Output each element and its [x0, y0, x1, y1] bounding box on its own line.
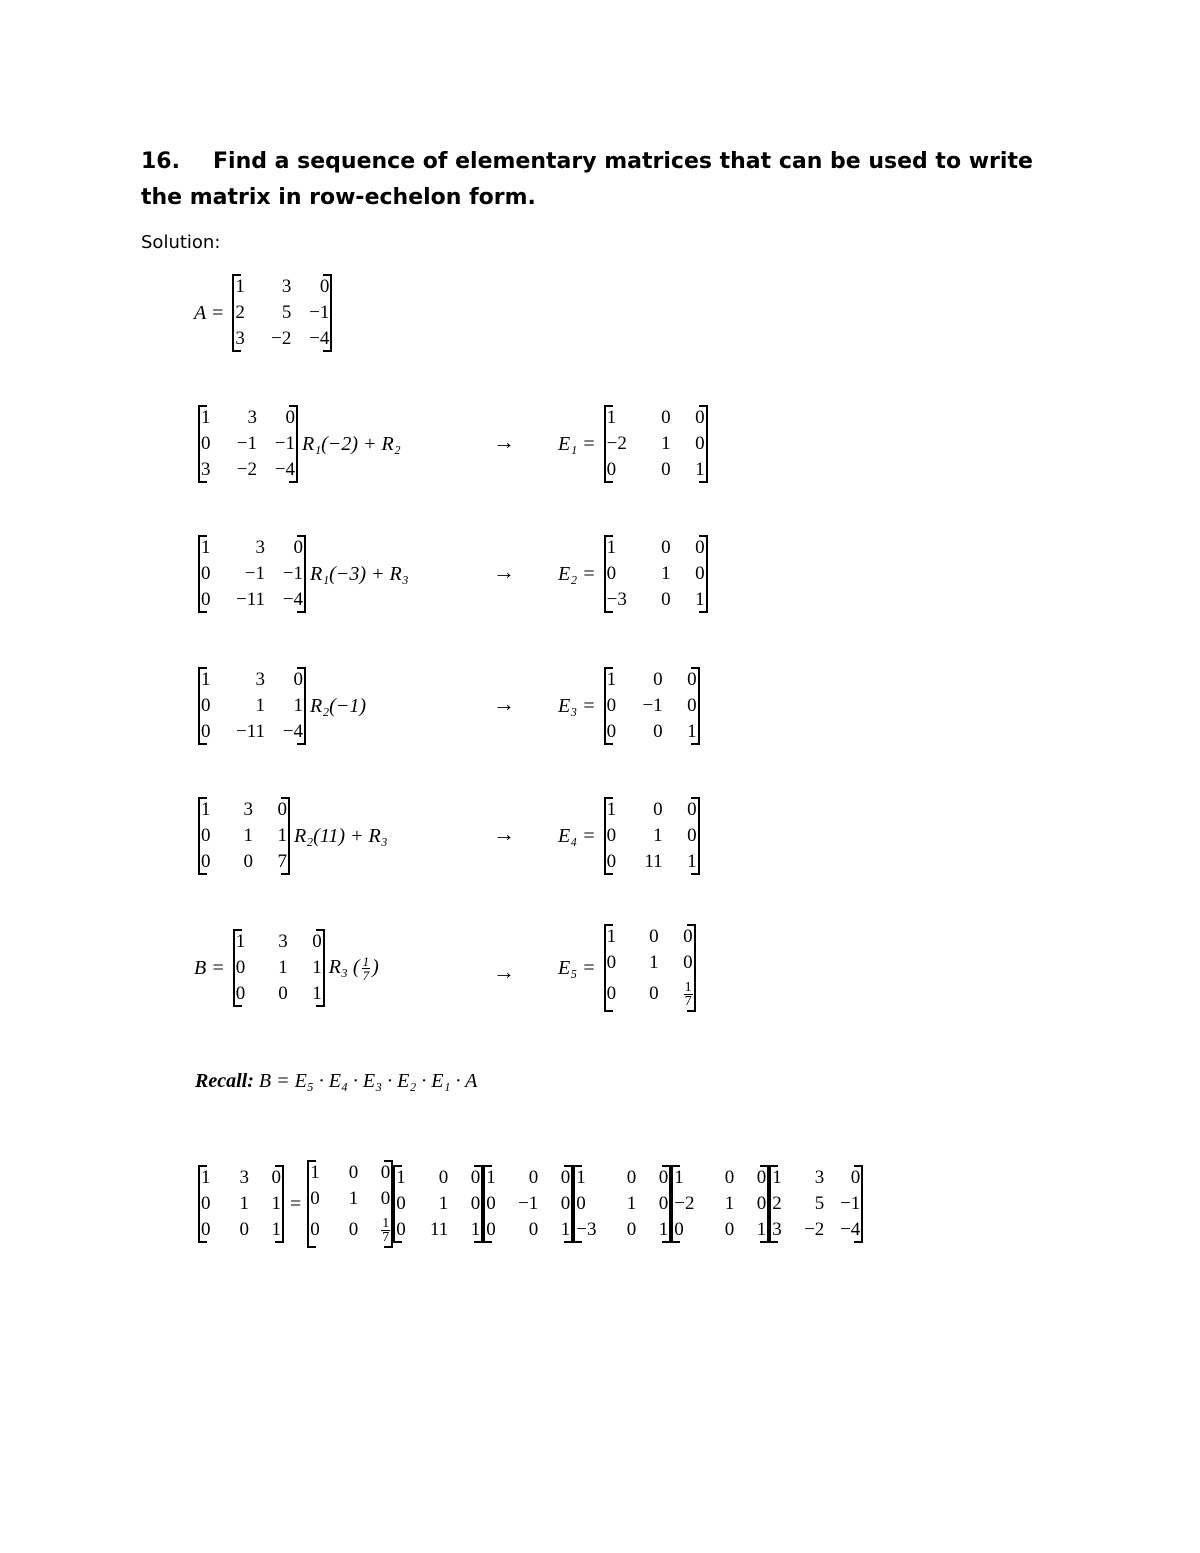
- matrix-cell: 3: [814, 1167, 825, 1188]
- matrix-cell: 1: [312, 983, 322, 1004]
- matrix-cell: −3: [576, 1219, 597, 1240]
- matrix-cell: −1: [642, 695, 663, 716]
- matrix-cell: 1: [201, 407, 211, 428]
- matrix-cell: 0: [310, 1219, 320, 1240]
- matrix-cell: 0: [201, 433, 211, 454]
- matrix-cell: 1: [201, 1167, 211, 1188]
- matrix-A: [232, 274, 332, 352]
- fraction: $\frac{1}{7}$: [382, 1215, 390, 1245]
- right-bracket: [384, 1160, 393, 1248]
- matrix-cell: 3: [255, 669, 265, 690]
- matrix-cell: 1: [201, 537, 211, 558]
- step-matrix: [198, 797, 290, 875]
- matrix-cell: 0: [626, 1219, 637, 1240]
- matrix-cell: 3: [278, 931, 288, 952]
- matrix-cell: 1: [695, 589, 705, 610]
- elementary-matrix: [604, 797, 700, 875]
- matrix-cell: −11: [235, 721, 265, 742]
- left-bracket: [232, 274, 241, 352]
- matrix-cell: 0: [653, 721, 663, 742]
- row-operation: R₁(−2) + R₂: [302, 432, 401, 455]
- question-text: [141, 144, 1041, 216]
- elementary-matrix-row: [558, 405, 708, 483]
- elementary-matrix-label: E₁ =: [558, 432, 596, 455]
- matrix-cell: 0: [310, 1188, 320, 1209]
- matrix-cell: 0: [687, 799, 697, 820]
- matrix-cell: 1: [649, 952, 659, 973]
- matrix-cell: 0: [649, 926, 659, 947]
- matrix-cell: 0: [235, 957, 246, 978]
- matrix-cell: 0: [560, 1167, 571, 1188]
- matrix-A-label: A =: [194, 301, 225, 324]
- matrix-cell: −1: [236, 433, 257, 454]
- matrix-cell: 1: [606, 669, 617, 690]
- matrix-cell: −11: [235, 589, 265, 610]
- matrix-cell: 0: [243, 851, 253, 872]
- recall-formula: B = E₅ · E₄ · E₃ · E₂ · E₁ · A: [253, 1070, 478, 1092]
- matrix-cell: 11: [644, 851, 663, 872]
- equals-sign: =: [290, 1192, 302, 1215]
- matrix-cell: 1: [278, 957, 288, 978]
- right-bracket: [699, 535, 708, 613]
- matrix-cell: 0: [438, 1167, 449, 1188]
- matrix-cell: 0: [606, 721, 617, 742]
- matrix-cell: 1: [201, 669, 211, 690]
- matrix-cell: 0: [687, 695, 697, 716]
- matrix-cell: 3: [281, 276, 292, 297]
- matrix-cell: 1: [724, 1193, 735, 1214]
- question-number: 16.: [141, 149, 180, 174]
- matrix-cell: 1: [255, 695, 265, 716]
- matrix-cell: 0: [683, 952, 693, 973]
- matrix-cell: 0: [661, 407, 671, 428]
- matrix-cell: 1: [661, 563, 671, 584]
- step-row: [198, 405, 401, 483]
- arrow: →: [493, 959, 515, 984]
- product-matrix: [393, 1165, 483, 1243]
- right-bracket: [760, 1165, 769, 1243]
- matrix-cell: 0: [653, 799, 663, 820]
- matrix-cell: 11: [429, 1219, 449, 1240]
- matrix-cell: 1: [470, 1219, 481, 1240]
- step-matrix: [198, 405, 298, 483]
- matrix-cell: 1: [560, 1219, 571, 1240]
- matrix-cell: 0: [850, 1167, 861, 1188]
- matrix-cell: 5: [281, 302, 292, 323]
- matrix-cell: −1: [840, 1193, 861, 1214]
- matrix-cell: 3: [772, 1219, 782, 1240]
- matrix-cell: 1: [243, 825, 253, 846]
- matrix-cell: 0: [201, 563, 211, 584]
- matrix-cell: 1: [606, 537, 617, 558]
- matrix-cell: 0: [201, 825, 211, 846]
- product-row: [198, 1160, 863, 1248]
- matrix-cell: 0: [756, 1193, 767, 1214]
- row-operation: R₂(−1): [310, 694, 366, 717]
- matrix-cell: −2: [674, 1193, 695, 1214]
- right-bracket: [297, 667, 306, 745]
- matrix-cell: 1: [235, 931, 246, 952]
- right-bracket: [316, 929, 325, 1007]
- matrix-cell: 1: [235, 276, 245, 297]
- matrix-cell: 0: [271, 1167, 281, 1188]
- matrix-cell: 1: [277, 825, 287, 846]
- operation-fraction: $\frac{1}{7}$: [362, 953, 370, 983]
- matrix-A-row: [194, 274, 332, 352]
- arrow: →: [493, 821, 515, 846]
- matrix-cell: 0: [683, 926, 693, 947]
- row-operation: R₁(−3) + R₃: [310, 562, 409, 585]
- matrix-cell: −2: [606, 433, 627, 454]
- matrix-cell: −1: [282, 563, 303, 584]
- matrix-cell: 0: [319, 276, 330, 297]
- product-matrix: [483, 1165, 573, 1243]
- elementary-matrix-row: [558, 924, 696, 1012]
- matrix-cell: 1: [348, 1188, 359, 1209]
- matrix-cell: 2: [772, 1193, 782, 1214]
- matrix-cell: 0: [312, 931, 322, 952]
- matrix-cell: 0: [606, 952, 617, 973]
- matrix-cell: −4: [282, 589, 303, 610]
- matrix-cell: 0: [674, 1219, 684, 1240]
- matrix-cell: −2: [236, 459, 257, 480]
- matrix-cell: 0: [380, 1162, 391, 1183]
- matrix-cell: 0: [293, 537, 303, 558]
- matrix-cell: 0: [695, 407, 705, 428]
- step-row: [198, 535, 409, 613]
- matrix-cell: 0: [396, 1219, 406, 1240]
- left-bracket: [769, 1165, 778, 1243]
- right-bracket: [691, 667, 700, 745]
- arrow: →: [493, 559, 515, 584]
- left-bracket: [671, 1165, 680, 1243]
- matrix-cell: 3: [239, 1167, 249, 1188]
- matrix-cell: 0: [470, 1167, 481, 1188]
- matrix-cell: 0: [285, 407, 295, 428]
- matrix-cell: 0: [756, 1167, 767, 1188]
- matrix-cell: 0: [470, 1193, 481, 1214]
- matrix-cell: 0: [201, 1219, 211, 1240]
- product-matrix: [769, 1165, 863, 1243]
- matrix-cell: −4: [840, 1219, 861, 1240]
- matrix-cell: 0: [661, 459, 671, 480]
- elementary-matrix: [604, 535, 708, 613]
- matrix-cell: 1: [312, 957, 322, 978]
- matrix-cell: 1: [271, 1219, 281, 1240]
- left-bracket: [604, 667, 613, 745]
- recall-equation: [195, 1070, 477, 1093]
- matrix-cell: 0: [724, 1167, 735, 1188]
- left-bracket: [198, 667, 207, 745]
- left-bracket: [198, 797, 207, 875]
- matrix-cell: 1: [293, 695, 303, 716]
- product-matrix: [671, 1165, 769, 1243]
- left-bracket: [604, 797, 613, 875]
- matrix-cell: −4: [309, 328, 330, 349]
- matrix-cell: 1: [653, 825, 663, 846]
- matrix-cell: 1: [271, 1193, 281, 1214]
- elementary-matrix-row: [558, 667, 700, 745]
- left-bracket: [604, 535, 613, 613]
- matrix-cell: 1: [626, 1193, 637, 1214]
- matrix-cell: 0: [695, 433, 705, 454]
- elementary-matrix: [604, 405, 708, 483]
- matrix-cell: 1: [756, 1219, 767, 1240]
- matrix-cell: 0: [201, 589, 211, 610]
- matrix-cell: 0: [606, 695, 617, 716]
- row-operation: R₂(11) + R₃: [294, 824, 388, 847]
- matrix-cell: 0: [687, 825, 697, 846]
- matrix-cell: 0: [695, 537, 705, 558]
- elementary-matrix: [604, 667, 700, 745]
- matrix-cell: 0: [348, 1162, 359, 1183]
- arrow: →: [493, 429, 515, 454]
- product-matrix: [198, 1165, 284, 1243]
- matrix-cell: 2: [235, 302, 245, 323]
- right-bracket: [691, 797, 700, 875]
- matrix-cell: 1: [606, 799, 617, 820]
- matrix-cell: −4: [274, 459, 295, 480]
- matrix-cell: 3: [201, 459, 211, 480]
- matrix-cell: −4: [282, 721, 303, 742]
- left-bracket: [198, 535, 207, 613]
- matrix-cell: 0: [278, 983, 288, 1004]
- step-matrix: [198, 535, 306, 613]
- matrix-cell: 0: [658, 1167, 669, 1188]
- right-bracket: [564, 1165, 573, 1243]
- matrix-cell: 0: [528, 1219, 539, 1240]
- matrix-cell: −2: [271, 328, 292, 349]
- row-operation: R₃ ( $\frac{1}{7}$ ): [328, 953, 379, 983]
- step-row: [198, 797, 388, 875]
- matrix-cell: 0: [277, 799, 287, 820]
- right-bracket: [687, 924, 696, 1012]
- product-matrix: [307, 1160, 393, 1248]
- matrix-cell: 0: [528, 1167, 539, 1188]
- matrix-cell: 0: [661, 589, 671, 610]
- elementary-matrix: [604, 924, 696, 1012]
- matrix-cell: −1: [518, 1193, 539, 1214]
- matrix-cell: 0: [626, 1167, 637, 1188]
- left-bracket: [233, 929, 242, 1007]
- right-bracket: [699, 405, 708, 483]
- matrix-cell: −2: [804, 1219, 825, 1240]
- matrix-cell: 0: [606, 851, 617, 872]
- elementary-matrix-label: E₂ =: [558, 562, 596, 585]
- solution-label: Solution:: [141, 232, 221, 253]
- matrix-cell: 0: [293, 669, 303, 690]
- matrix-cell: 0: [606, 825, 617, 846]
- right-bracket: [854, 1165, 863, 1243]
- step-row: [198, 667, 366, 745]
- matrix-cell: 1: [606, 926, 617, 947]
- matrix-cell: 0: [486, 1219, 496, 1240]
- matrix-cell: 1: [674, 1167, 684, 1188]
- left-bracket: [483, 1165, 492, 1243]
- right-bracket: [474, 1165, 483, 1243]
- matrix-cell: 0: [560, 1193, 571, 1214]
- matrix-cell: 0: [380, 1188, 391, 1209]
- elementary-matrix-label: E₅ =: [558, 956, 596, 979]
- left-bracket: [198, 405, 207, 483]
- elementary-matrix-label: E₄ =: [558, 824, 596, 847]
- matrix-cell: 0: [235, 983, 246, 1004]
- matrix-cell: 0: [348, 1219, 359, 1240]
- matrix-cell: 1: [772, 1167, 782, 1188]
- matrix-cell: 1: [438, 1193, 449, 1214]
- matrix-cell: 0: [201, 695, 211, 716]
- matrix-cell: 1: [576, 1167, 586, 1188]
- matrix-cell: 1: [661, 433, 671, 454]
- right-bracket: [297, 535, 306, 613]
- matrix-cell: 0: [396, 1193, 406, 1214]
- matrix-cell: 0: [606, 983, 617, 1004]
- matrix-cell: 1: [695, 459, 705, 480]
- left-bracket: [198, 1165, 207, 1243]
- matrix-cell: 0: [661, 537, 671, 558]
- question-body: Find a sequence of elementary matrices that can be used to write the matrix in row-echelon form.: [141, 149, 1033, 210]
- matrix-cell: −1: [244, 563, 265, 584]
- matrix-cell: −1: [309, 302, 330, 323]
- matrix-cell: 0: [201, 851, 211, 872]
- matrix-cell: 0: [658, 1193, 669, 1214]
- matrix-cell: 0: [695, 563, 705, 584]
- arrow: →: [493, 691, 515, 716]
- matrix-cell: 0: [486, 1193, 496, 1214]
- left-bracket: [604, 405, 613, 483]
- matrix-cell: 7: [277, 851, 287, 872]
- matrix-B-label: B =: [194, 956, 225, 979]
- matrix-cell: 1: [239, 1193, 249, 1214]
- right-bracket: [323, 274, 332, 352]
- matrix-cell: 0: [687, 669, 697, 690]
- matrix-cell: 0: [653, 669, 663, 690]
- matrix-cell: 1: [486, 1167, 496, 1188]
- matrix-cell: 3: [247, 407, 257, 428]
- matrix-cell: 1: [201, 799, 211, 820]
- matrix-cell: 3: [243, 799, 253, 820]
- matrix-cell: 0: [576, 1193, 586, 1214]
- left-bracket: [307, 1160, 316, 1248]
- matrix-cell: 1: [687, 721, 697, 742]
- matrix-cell: 0: [606, 563, 617, 584]
- elementary-matrix-label: E₃ =: [558, 694, 596, 717]
- left-bracket: [393, 1165, 402, 1243]
- right-bracket: [281, 797, 290, 875]
- left-bracket: [604, 924, 613, 1012]
- matrix-cell: 1: [606, 407, 617, 428]
- matrix-cell: 0: [201, 1193, 211, 1214]
- recall-label: Recall:: [195, 1070, 254, 1092]
- matrix-cell: 1: [396, 1167, 406, 1188]
- fraction: $\frac{1}{7}$: [684, 979, 692, 1009]
- step-row: [194, 929, 379, 1007]
- matrix-cell: 0: [606, 459, 617, 480]
- matrix-cell: −1: [274, 433, 295, 454]
- matrix-cell: −3: [606, 589, 627, 610]
- matrix-cell: 0: [201, 721, 211, 742]
- right-bracket: [289, 405, 298, 483]
- matrix-cell: 1: [687, 851, 697, 872]
- step-matrix: [198, 667, 306, 745]
- elementary-matrix-row: [558, 535, 708, 613]
- left-bracket: [573, 1165, 582, 1243]
- step-matrix: [233, 929, 325, 1007]
- matrix-cell: 1: [658, 1219, 669, 1240]
- matrix-cell: 0: [724, 1219, 735, 1240]
- matrix-cell: 5: [814, 1193, 825, 1214]
- elementary-matrix-row: [558, 797, 700, 875]
- matrix-cell: 0: [649, 983, 659, 1004]
- matrix-cell: 0: [239, 1219, 249, 1240]
- right-bracket: [275, 1165, 284, 1243]
- right-bracket: [662, 1165, 671, 1243]
- matrix-cell: 3: [255, 537, 265, 558]
- product-matrix: [573, 1165, 671, 1243]
- matrix-cell: 1: [310, 1162, 320, 1183]
- matrix-cell: 3: [235, 328, 245, 349]
